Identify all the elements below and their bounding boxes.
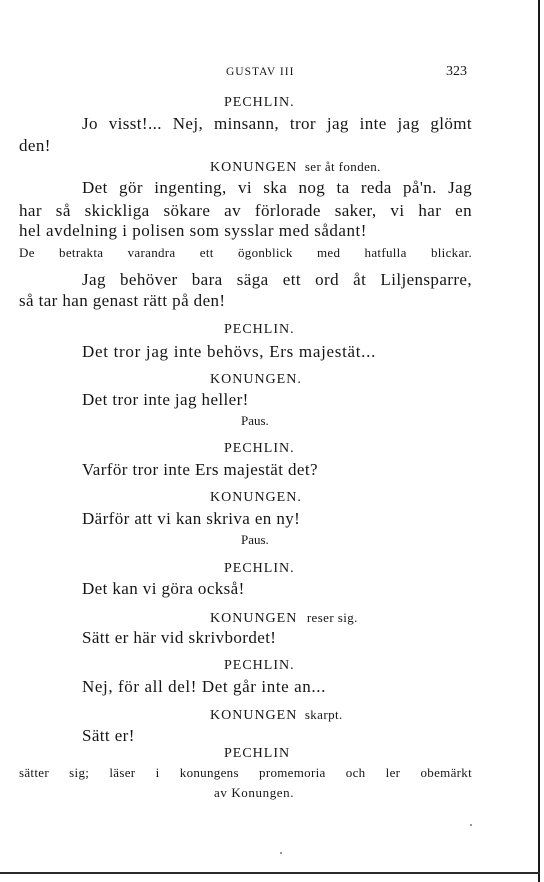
speech-line: Det gör ingenting, vi ska nog ta reda på'n. Jag: [82, 178, 472, 197]
speech-line: Sätt er här vid skrivbordet!: [82, 628, 277, 647]
speaker-konungen: [210, 610, 358, 627]
stage-direction: sätter sig; läser i konungens promemoria och ler obemärkt: [19, 765, 472, 780]
print-speck: [280, 852, 282, 854]
running-title: GUSTAV III: [226, 66, 295, 78]
speaker-konungen: KONUNGEN.: [210, 372, 302, 387]
speaker-pechlin: PECHLIN.: [224, 658, 295, 673]
speaker-name: KONUNGEN: [210, 611, 298, 626]
speech-line: så tar han genast rätt på den!: [19, 291, 226, 310]
stage-direction-paus: Paus.: [241, 413, 269, 428]
page-number: 323: [446, 64, 467, 79]
speech-line: Nej, för all del! Det går inte an...: [82, 677, 326, 696]
stage-direction-paus: Paus.: [241, 532, 269, 547]
speaker-konungen: KONUNGEN.: [210, 490, 302, 505]
stage-direction: De betrakta varandra ett ögonblick med hatfulla blickar.: [19, 245, 472, 260]
speech-line: Jo visst!... Nej, minsann, tror jag inte jag glömt: [82, 114, 472, 133]
speaker-name: KONUNGEN: [210, 160, 298, 175]
stage-direction-inline: skarpt.: [304, 707, 343, 722]
page-edge-bottom: [0, 872, 540, 874]
speech-line: Jag behöver bara säga ett ord åt Liljensparre,: [82, 270, 472, 289]
speech-line: Det kan vi göra också!: [82, 579, 245, 598]
speech-line: Varför tror inte Ers majestät det?: [82, 460, 318, 479]
speech-line: har så skickliga sökare av förlorade saker, vi har en: [19, 201, 472, 220]
speech-line: den!: [19, 136, 51, 155]
speaker-pechlin: PECHLIN.: [224, 322, 295, 337]
stage-direction-inline: reser sig.: [306, 610, 358, 625]
page-edge-right: [538, 0, 540, 882]
stage-direction: av Konungen.: [214, 785, 295, 800]
stage-direction-inline: ser åt fonden.: [304, 159, 381, 174]
speaker-name: KONUNGEN: [210, 708, 298, 723]
speech-line: Därför att vi kan skriva en ny!: [82, 509, 301, 528]
speech-line: hel avdelning i polisen som sysslar med sådant!: [19, 221, 367, 240]
running-head: [0, 66, 544, 82]
speaker-pechlin: PECHLIN: [224, 746, 291, 761]
speaker-pechlin: PECHLIN.: [224, 561, 295, 576]
speaker-konungen: [210, 159, 381, 176]
speech-line: Det tror inte jag heller!: [82, 390, 249, 409]
speaker-pechlin: PECHLIN.: [224, 95, 295, 110]
speaker-konungen: [210, 707, 343, 724]
speech-line: Det tror jag inte behövs, Ers majestät...: [82, 342, 377, 361]
speech-line: Sätt er!: [82, 726, 135, 745]
speaker-pechlin: PECHLIN.: [224, 441, 295, 456]
print-speck: [470, 824, 472, 826]
